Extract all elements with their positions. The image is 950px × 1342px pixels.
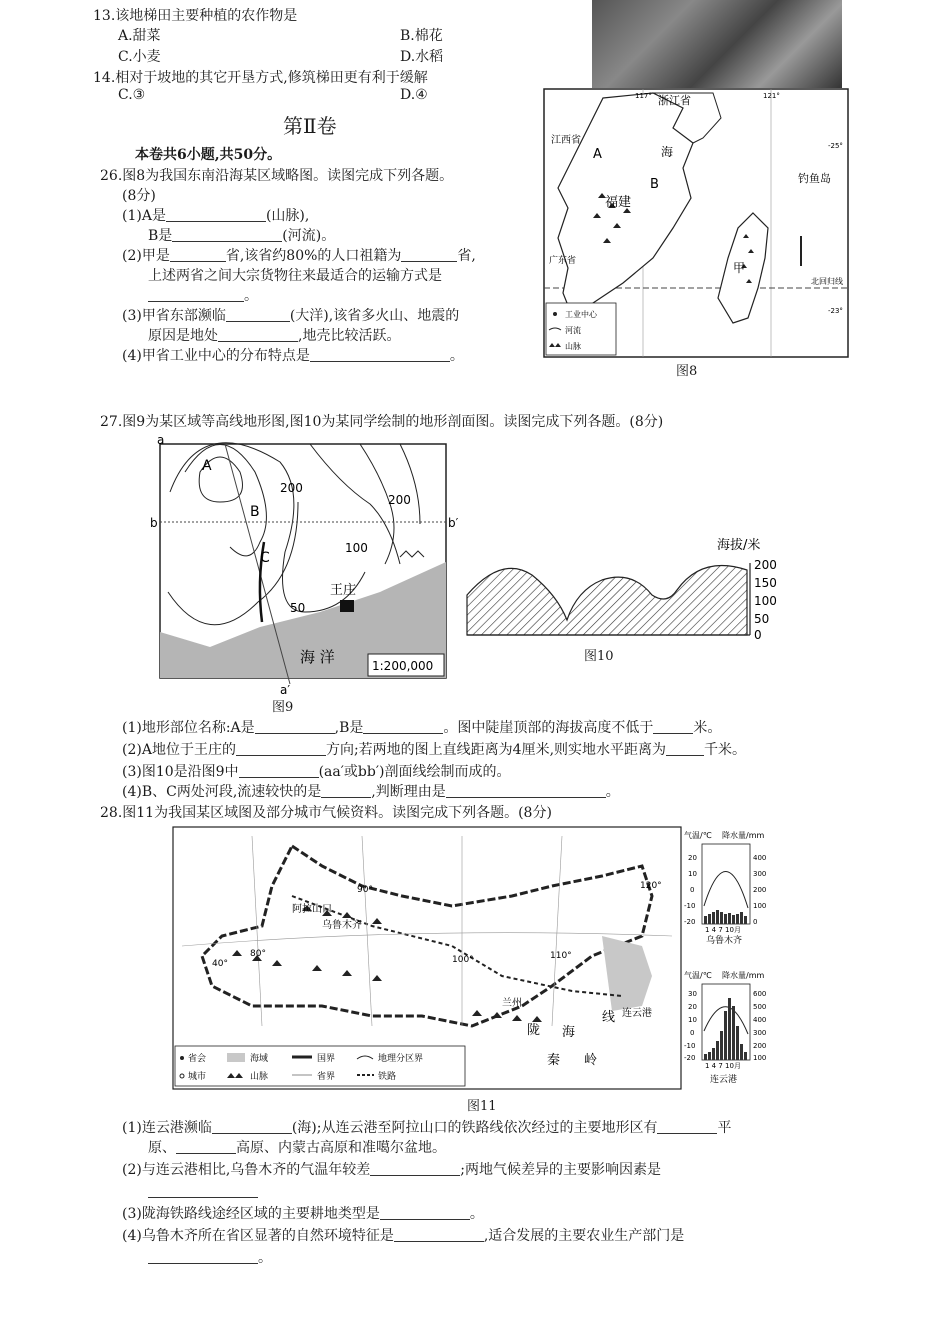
q28-stem: 28.图11为我国某区域图及部分城市气候资料。读图完成下列各题。(8分) — [100, 805, 552, 821]
q13-option-c: C.小麦 — [118, 49, 161, 65]
q14-option-c: C.③ — [118, 87, 146, 103]
fig11-xian: 线 — [602, 1010, 616, 1025]
q13-option-d: D.水稻 — [400, 49, 444, 65]
fig9-contour-200: 200 — [280, 481, 303, 495]
fig10-tick-100: 100 — [754, 594, 777, 608]
c2-right-tick: 100 — [753, 1054, 767, 1062]
fig9-label-a: a — [157, 433, 165, 447]
c2-left-tick: 0 — [690, 1029, 695, 1037]
fig11-alashan: 阿拉山口 — [292, 904, 332, 915]
q26-part1b: B是 (河流)。 — [148, 228, 336, 244]
fig11-lon120: 120° — [640, 881, 662, 891]
q28-part2b — [148, 1182, 258, 1202]
terrace-photo — [592, 0, 842, 88]
c1-right-tick: 100 — [753, 902, 767, 910]
c2-left-tick: 10 — [688, 1016, 697, 1024]
answer-blank[interactable] — [394, 1227, 484, 1242]
answer-blank[interactable] — [172, 227, 282, 242]
fig8-diaoyu: 钓鱼岛 — [798, 172, 831, 185]
answer-blank[interactable] — [148, 1183, 258, 1198]
q26-part2c: 。 — [148, 286, 258, 306]
answer-blank[interactable] — [380, 1205, 470, 1220]
fig9-label-a2: a′ — [280, 683, 291, 697]
answer-blank[interactable] — [310, 347, 450, 362]
answer-blank[interactable] — [370, 1161, 460, 1176]
q26-part3: (3)甲省东部濒临 (大洋),该省多火山、地震的 — [122, 308, 460, 324]
fig8-zhejiang: 浙江省 — [658, 94, 691, 107]
c1-right-tick: 0 — [753, 918, 758, 926]
fig9-label-A: A — [202, 458, 212, 474]
answer-blank[interactable] — [226, 307, 290, 322]
q13-option-b: B.棉花 — [400, 28, 443, 44]
c2-right-tick: 500 — [753, 1003, 767, 1011]
profile-terrain — [467, 566, 747, 636]
fig8-lon2: 121° — [763, 92, 780, 100]
fig8-fujian: 福建 — [605, 195, 632, 210]
fig8-label-a: A — [593, 147, 602, 162]
q14-stem: 14.相对于坡地的其它开垦方式,修筑梯田更有利于缓解 — [93, 70, 428, 86]
fig9-contour-map — [150, 432, 460, 712]
answer-blank[interactable] — [218, 327, 298, 342]
answer-blank[interactable] — [148, 287, 244, 302]
c1-right-tick: 300 — [753, 870, 767, 878]
fig9-label-b: b — [150, 516, 158, 530]
fig10-ylabel: 海拔/米 — [717, 538, 761, 553]
c1-left-tick: 10 — [688, 870, 697, 878]
fig11-hai: 海 — [562, 1025, 576, 1040]
q26-part2b: 上述两省之间大宗货物往来最适合的运输方式是 — [148, 268, 442, 284]
c2-left-tick: -10 — [684, 1042, 696, 1050]
fig11-caption: 图11 — [467, 1099, 497, 1114]
q27-part1: (1)地形部位名称:A是 ,B是 。图中陡崖顶部的海拔高度不低于 米。 — [122, 720, 722, 736]
fig10-caption: 图10 — [584, 649, 614, 664]
fig8-lon1: 117° — [635, 92, 652, 100]
answer-blank[interactable] — [166, 207, 266, 222]
q28-part1b: 原、 高原、内蒙古高原和准噶尔盆地。 — [148, 1140, 446, 1156]
q26-part2: (2)甲是 省,该省约80%的人口祖籍为 省, — [122, 248, 476, 264]
q27-stem: 27.图9为某区域等高线地形图,图10为某同学绘制的地形剖面图。读图完成下列各题。(8分) — [100, 414, 664, 430]
fig9-village: 王庄 — [330, 583, 357, 598]
c2-left-tick: 30 — [688, 990, 697, 998]
c2-right-tick: 600 — [753, 990, 767, 998]
c2-right-tick: 400 — [753, 1016, 767, 1024]
q28-part3: (3)陇海铁路线途经区域的主要耕地类型是 。 — [122, 1206, 484, 1222]
answer-blank[interactable] — [148, 1249, 258, 1264]
fig11-map — [172, 826, 772, 1090]
answer-blank[interactable] — [170, 247, 226, 262]
c1-rain-label: 降水量/mm — [722, 831, 765, 840]
q27-part3: (3)图10是沿图9中 (aa′或bb′)剖面线绘制而成的。 — [122, 764, 511, 780]
answer-blank[interactable] — [236, 741, 326, 756]
q26-part1a: (1)A是 (山脉), — [122, 208, 310, 224]
fig10-tick-0: 0 — [754, 628, 762, 642]
q26-points: (8分) — [122, 188, 156, 204]
answer-blank[interactable] — [363, 719, 443, 734]
q13-stem: 13.该地梯田主要种植的农作物是 — [93, 8, 298, 24]
fig9-label-b2: b′ — [448, 516, 459, 530]
fig11-lon110: 110° — [550, 951, 572, 961]
c2-rain-label: 降水量/mm — [722, 971, 765, 980]
answer-blank[interactable] — [653, 719, 693, 734]
fig9-sea: 海 洋 — [300, 648, 335, 666]
c1-months: 1 4 7 10月 — [705, 926, 741, 934]
fig11-ling: 岭 — [584, 1053, 598, 1068]
fig9-scale: 1:200,000 — [372, 659, 434, 673]
fig11-legend-0: 省会 — [188, 1054, 207, 1064]
fig8-lat1: -25° — [828, 142, 843, 150]
fig11-lanzhou: 兰州 — [502, 998, 522, 1009]
fig11-legend-7: 铁路 — [378, 1072, 397, 1082]
fig8-hai: 海 — [661, 145, 674, 159]
fig9-caption: 图9 — [272, 700, 294, 715]
fig11-legend-1: 海域 — [250, 1054, 269, 1064]
fig8-legend-river: 河流 — [565, 326, 581, 335]
fig9-contour-200b: 200 — [388, 493, 411, 507]
fig11-legend-6: 省界 — [317, 1072, 336, 1082]
fig8-tropic: 北回归线 — [811, 277, 843, 286]
fig9-label-B: B — [250, 504, 260, 520]
c1-left-tick: -10 — [684, 902, 696, 910]
c2-left-tick: -20 — [684, 1054, 696, 1062]
q28-part4b: 。 — [148, 1248, 272, 1268]
fig8-legend-mtn: 山脉 — [565, 342, 581, 351]
fig10-tick-200: 200 — [754, 558, 777, 572]
fig11-legend-4: 城市 — [188, 1072, 207, 1082]
fig8-guangdong: 广东省 — [549, 256, 577, 266]
c2-left-tick: 20 — [688, 1003, 697, 1011]
fig8-map — [543, 88, 849, 358]
c2-right-tick: 300 — [753, 1029, 767, 1037]
q26-part3b: 原因是地处 ,地壳比较活跃。 — [148, 328, 401, 344]
fig8-caption: 图8 — [676, 364, 698, 379]
fig8-label-b: B — [650, 177, 659, 192]
fig10-profile — [462, 535, 782, 665]
answer-blank[interactable] — [212, 1119, 292, 1134]
climate-chart-urumqi — [684, 830, 766, 946]
fig8-legend-ind: 工业中心 — [565, 310, 597, 319]
q28-part4: (4)乌鲁木齐所在省区显著的自然环境特征是 ,适合发展的主要农业生产部门是 — [122, 1228, 685, 1244]
fig11-legend-2: 国界 — [317, 1054, 336, 1064]
section-note: 本卷共6小题,共50分。 — [135, 147, 282, 163]
fig11-qin: 秦 — [547, 1053, 561, 1068]
q14-option-d: D.④ — [400, 87, 428, 103]
answer-blank[interactable] — [321, 783, 371, 798]
fig10-tick-50: 50 — [754, 612, 770, 626]
c1-right-tick: 400 — [753, 854, 767, 862]
fig11-legend-3: 地理分区界 — [378, 1054, 424, 1064]
fig9-contour-50: 50 — [290, 601, 306, 615]
answer-blank[interactable] — [401, 247, 457, 262]
fig11-lon90: 90° — [357, 885, 373, 895]
fig11-urumqi: 乌鲁木齐 — [322, 920, 362, 931]
climate-chart-lianyungang — [684, 970, 766, 1085]
section-title: 第Ⅱ卷 — [283, 114, 337, 138]
c2-name: 连云港 — [710, 1075, 738, 1085]
fig8-jia: 甲 — [733, 261, 746, 275]
q13-option-a: A.甜菜 — [118, 28, 161, 44]
q28-part2: (2)与连云港相比,乌鲁木齐的气温年较差 ;两地气候差异的主要影响因素是 — [122, 1162, 661, 1178]
fig11-lon80: 80° — [250, 949, 266, 959]
fig11-lon100: 100° — [452, 955, 474, 965]
answer-blank[interactable] — [176, 1139, 236, 1154]
fig11-lianyungang: 连云港 — [622, 1008, 652, 1019]
q26-stem: 26.图8为我国东南沿海某区域略图。读图完成下列各题。 — [100, 168, 454, 184]
c2-right-tick: 200 — [753, 1042, 767, 1050]
c1-right-tick: 200 — [753, 886, 767, 894]
fig11-legend-5: 山脉 — [250, 1072, 269, 1082]
answer-blank[interactable] — [446, 783, 606, 798]
c1-temp-label: 气温/℃ — [684, 831, 712, 840]
fig9-contour-100: 100 — [345, 541, 368, 555]
q28-part1: (1)连云港濒临 (海);从连云港至阿拉山口的铁路线依次经过的主要地形区有 平 — [122, 1120, 732, 1136]
q27-part4: (4)B、C两处河段,流速较快的是 ,判断理由是 。 — [122, 784, 620, 800]
fig8-lat2: -23° — [828, 307, 843, 315]
village-marker — [340, 600, 354, 612]
answer-blank[interactable] — [666, 741, 704, 756]
fig11-long: 陇 — [527, 1023, 541, 1038]
c2-months: 1 4 7 10月 — [705, 1062, 741, 1070]
fig10-tick-150: 150 — [754, 576, 777, 590]
q26-part4: (4)甲省工业中心的分布特点是 。 — [122, 348, 464, 364]
answer-blank[interactable] — [239, 763, 319, 778]
fig8-jiangxi: 江西省 — [551, 135, 581, 146]
c2-temp-label: 气温/℃ — [684, 971, 712, 980]
answer-blank[interactable] — [255, 719, 335, 734]
c1-left-tick: 20 — [688, 854, 697, 862]
fig9-label-C: C — [260, 550, 270, 566]
fig11-lon40: 40° — [212, 959, 228, 969]
q27-part2: (2)A地位于王庄的 方向;若两地的图上直线距离为4厘米,则实地水平距离为 千米。 — [122, 742, 747, 758]
c1-left-tick: 0 — [690, 886, 695, 894]
answer-blank[interactable] — [657, 1119, 717, 1134]
c1-left-tick: -20 — [684, 918, 696, 926]
c1-name: 乌鲁木齐 — [706, 936, 743, 946]
